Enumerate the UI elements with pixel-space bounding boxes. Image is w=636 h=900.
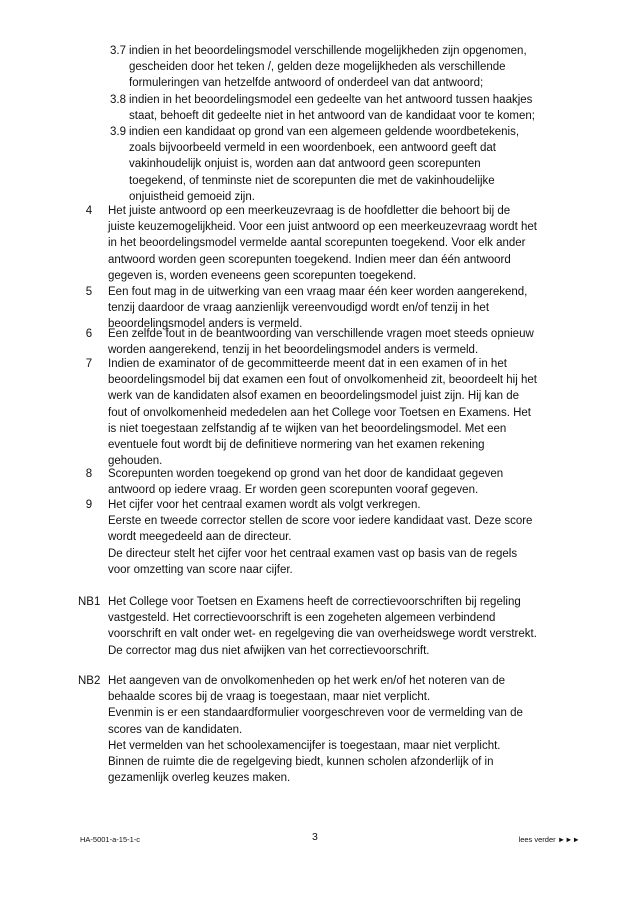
rule-text-line: vakinhoudelijk onjuist is, worden aan dat antwoord geen scorepunten xyxy=(129,158,481,171)
rule-text-line: fout of onvolkomenheid mededelen aan het College voor Toetsen en Examens. Het xyxy=(108,406,532,419)
rule-number: 5 xyxy=(85,286,93,298)
note-nb2 xyxy=(78,673,580,786)
rule-number: 7 xyxy=(85,358,93,370)
note-nb1 xyxy=(78,594,580,659)
rule-text-line: Scorepunten worden toegekend op grond van het door de kandidaat gegeven xyxy=(108,468,504,480)
note-text-line: Het aangeven van de onvolkomenheden op het werk en/of het noteren van de xyxy=(108,675,506,687)
rule-3-7 xyxy=(110,43,580,92)
note-text-line: Evenmin is er een standaardformulier voorgeschreven voor de vermelding van de xyxy=(108,707,523,720)
rule-text-line: antwoord worden geen scorepunten toegekend. Indien meer dan één antwoord xyxy=(108,253,511,266)
rule-8 xyxy=(78,466,580,498)
rule-text-line: indien in het beoordelingsmodel verschillende mogelijkheden zijn opgenomen, xyxy=(129,45,527,57)
note-label: NB1 xyxy=(78,596,101,608)
rule-text-line: Een fout mag in de uitwerking van een vraag maar één keer worden aangerekend, xyxy=(108,286,528,298)
rule-text-line: worden aangerekend, tenzij in het beoordelingsmodel anders is vermeld. xyxy=(108,344,479,357)
page-number: 3 xyxy=(312,831,318,843)
rule-number: 4 xyxy=(85,205,93,217)
continue-label: lees verder ►►► xyxy=(518,835,580,844)
rule-text-line: gegeven is, worden eveneens geen scorepunten toegekend. xyxy=(108,269,417,282)
rule-text-line: gescheiden door het teken /, gelden deze mogelijkheden als verschillende xyxy=(129,61,506,74)
note-text-line: scores van de kandidaten. xyxy=(108,723,243,736)
rule-text-line: beoordelingsmodel bij dat examen een fout of onvolkomenheid zit, beoordeelt hij het xyxy=(108,374,537,387)
rule-text-line: voor omzetting van score naar cijfer. xyxy=(108,563,293,576)
rule-text-line: in het beoordelingsmodel vermelde aantal scorepunten toegekend. Voor elk ander xyxy=(108,237,526,250)
rule-text-line: formuleringen van hetzelfde antwoord of onderdeel van dat antwoord; xyxy=(129,77,484,90)
rule-text-line: zoals bijvoorbeeld vermeld in een woordenboek, een antwoord geeft dat xyxy=(129,142,496,155)
note-text-line: Het vermelden van het schoolexamencijfer is toegestaan, maar niet verplicht. xyxy=(108,739,501,752)
document-code: HA-5001-a-15-1-c xyxy=(80,835,141,844)
rule-text-line: Het cijfer voor het centraal examen wordt als volgt verkregen. xyxy=(108,499,421,511)
rule-7 xyxy=(78,356,580,469)
rule-3-8 xyxy=(110,92,580,124)
rule-3-9 xyxy=(110,124,580,205)
note-label: NB2 xyxy=(78,675,101,687)
rule-text-line: juiste keuzemogelijkheid. Voor een juist antwoord op een meerkeuzevraag wordt het xyxy=(108,221,537,234)
note-text-line: De corrector mag dus niet afwijken van het correctievoorschrift. xyxy=(108,644,430,657)
rule-text-line: werk van de kandidaten alsof examen en beoordelingsmodel juist zijn. Hij kan de xyxy=(108,390,520,403)
note-text-line: voorschrift en valt onder wet- en regelgeving die van overheidswege wordt verstrekt. xyxy=(108,628,537,641)
rule-text-line: Het juiste antwoord op een meerkeuzevraag is de hoofdletter die behoort bij de xyxy=(108,205,511,217)
note-text-line: Binnen de ruimte die de regelgeving biedt, kunnen scholen afzonderlijk of in xyxy=(108,756,494,769)
rule-9 xyxy=(78,497,580,578)
rule-text-line: Een zelfde fout in de beantwoording van verschillende vragen moet steeds opnieuw xyxy=(108,328,534,340)
rule-text-line: antwoord op iedere vraag. Er worden geen scorepunten vooraf gegeven. xyxy=(108,484,479,497)
rule-text-line: toegekend, of tenminste niet de scorepunten die met de vakinhoudelijke xyxy=(129,174,495,187)
rule-number: 8 xyxy=(85,468,93,480)
rule-text-line: wordt meegedeeld aan de directeur. xyxy=(108,531,292,544)
rule-number: 3.9 xyxy=(110,126,126,138)
rule-6 xyxy=(78,326,580,358)
note-text-line: vastgesteld. Het correctievoorschrift is een zogeheten algemeen verbindend xyxy=(108,612,496,625)
note-text-line: behaalde scores bij de vraag is toegestaan, maar niet verplicht. xyxy=(108,691,431,704)
note-text-line: gezamenlijk overleg keuzes maken. xyxy=(108,772,291,785)
rule-text-line: is niet toegestaan zelfstandig af te wijken van het beoordelingsmodel. Met een xyxy=(108,422,507,435)
rule-text-line: tenzij daardoor de vraag aanzienlijk vereenvoudigd wordt en/of tenzij in het xyxy=(108,302,490,315)
rule-text-line: indien in het beoordelingsmodel een gedeelte van het antwoord tussen haakjes xyxy=(129,94,533,106)
rule-text-line: De directeur stelt het cijfer voor het centraal examen vast op basis van de regels xyxy=(108,547,518,560)
rule-number: 3.7 xyxy=(110,45,126,57)
rule-text-line: indien een kandidaat op grond van een algemeen geldende woordbetekenis, xyxy=(129,126,520,138)
rule-text-line: onjuistheid gemoeid zijn. xyxy=(129,190,255,203)
rule-text-line: Indien de examinator of de gecommitteerde meent dat in een examen of in het xyxy=(108,358,507,370)
rule-text-line: staat, behoeft dit gedeelte niet in het antwoord van de kandidaat voor te komen; xyxy=(129,110,535,123)
note-text-line: Het College voor Toetsen en Examens heeft de correctievoorschriften bij regeling xyxy=(108,596,521,608)
rule-number: 3.8 xyxy=(110,94,126,106)
rule-4 xyxy=(78,203,580,284)
rule-text-line: Eerste en tweede corrector stellen de score voor iedere kandidaat vast. Deze score xyxy=(108,515,533,528)
rule-text-line: eventuele fout wordt bij de definitieve normering van het examen rekening xyxy=(108,439,485,452)
rule-number: 9 xyxy=(85,499,93,511)
rule-text-line: beoordelingsmodel anders is vermeld. xyxy=(108,318,303,331)
rule-text-line: gehouden. xyxy=(108,455,163,468)
rule-number: 6 xyxy=(85,328,93,340)
